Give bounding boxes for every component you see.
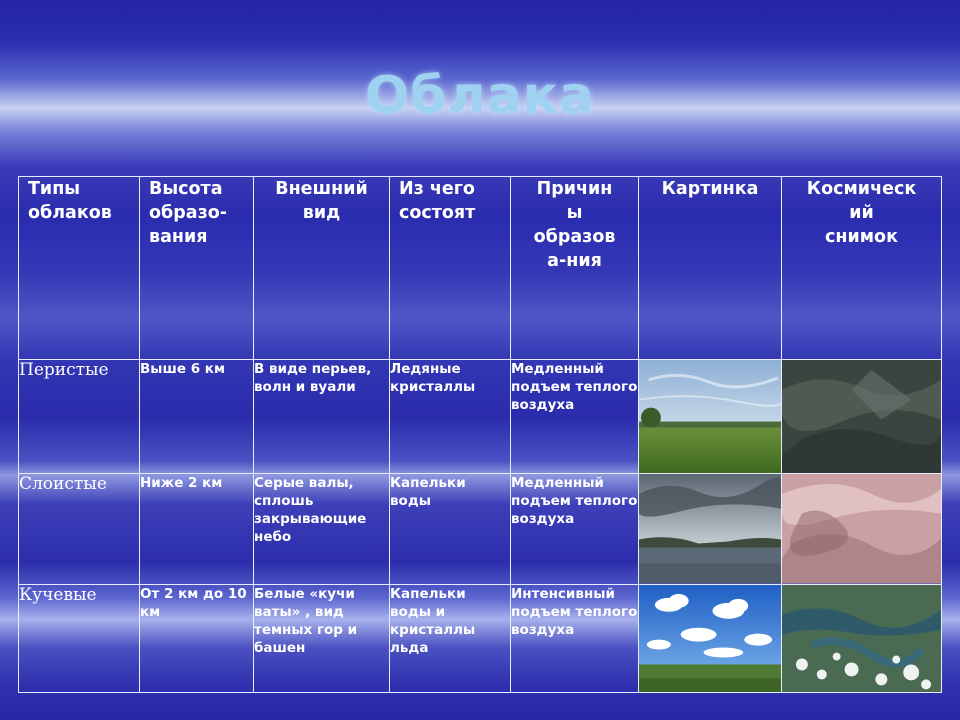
formation-height: От 2 км до 10 км [140, 584, 254, 692]
composition: Капельки воды [390, 474, 511, 584]
clouds-table [18, 176, 942, 693]
composition: Ледяные кристаллы [390, 360, 511, 474]
appearance: Белые «кучи ваты» , вид темных гор и башен [254, 584, 390, 692]
formation-causes: Медленный подъем теплого воздуха [511, 474, 639, 584]
table-row [19, 474, 942, 584]
formation-causes: Интенсивный подъем теплого воздуха [511, 584, 639, 692]
table-header-row [19, 177, 942, 360]
header-causes: Причин ы образов а-ния [511, 177, 639, 360]
cloud-type: Перистые [19, 360, 140, 474]
header-picture: Картинка [639, 177, 782, 360]
cirrus-landscape-photo [639, 360, 782, 474]
table-row [19, 360, 942, 474]
cloud-type: Слоистые [19, 474, 140, 584]
page-title: Облака [364, 66, 596, 126]
header-type: Типы облаков [19, 177, 140, 360]
cumulus-satellite-photo [782, 584, 942, 692]
stratus-satellite-photo [782, 474, 942, 584]
header-satellite: Космическ ий снимок [782, 177, 942, 360]
table-row [19, 584, 942, 692]
composition: Капельки воды и кристаллы льда [390, 584, 511, 692]
header-height: Высота образо- вания [140, 177, 254, 360]
cloud-type: Кучевые [19, 584, 140, 692]
header-composition: Из чего состоят [390, 177, 511, 360]
appearance: Серые валы, сплошь закрывающие небо [254, 474, 390, 584]
appearance: В виде перьев, волн и вуали [254, 360, 390, 474]
formation-height: Выше 6 км [140, 360, 254, 474]
formation-height: Ниже 2 км [140, 474, 254, 584]
header-appearance: Внешний вид [254, 177, 390, 360]
cirrus-satellite-photo [782, 360, 942, 474]
stratus-landscape-photo [639, 474, 782, 584]
formation-causes: Медленный подъем теплого воздуха [511, 360, 639, 474]
cumulus-landscape-photo [639, 584, 782, 692]
